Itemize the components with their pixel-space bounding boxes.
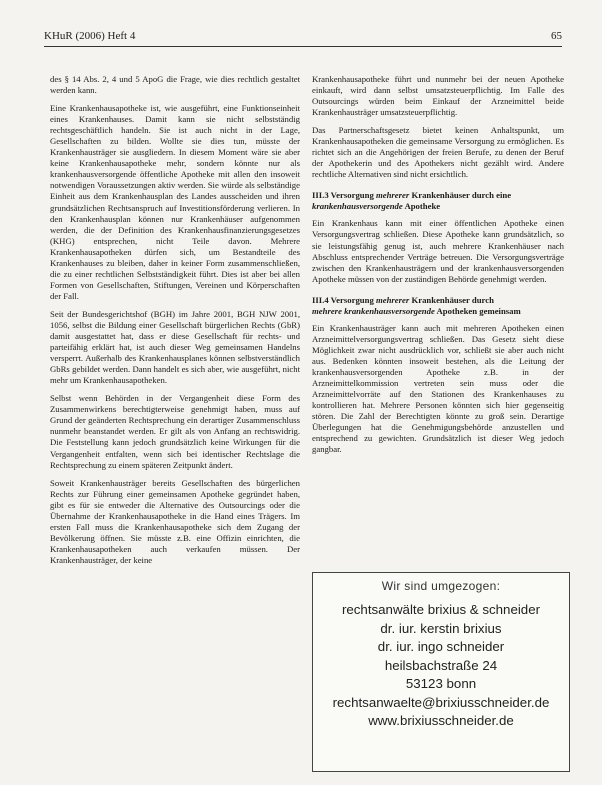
journal-name: KHuR (2006) Heft 4 — [44, 30, 136, 42]
ad-lawyer-name: dr. iur. ingo schneider — [377, 639, 505, 654]
right-column — [312, 74, 564, 462]
ad-lawyer-name: dr. iur. kerstin brixius — [380, 620, 502, 636]
paragraph: Selbst wenn Behörden in der Vergangenheit diese Form des Zusammenwirkens berechtigterweise genehmigt haben, muss auf Grund der geänderten Rechtsprechung ein derartiger Zusammenschluss nunmehr beanstandet werden. Er gilt als von Anfang an rechtswidrig. Die Feststellung kann jedoch grundsätzlich keine Wirkungen für die Vergangenheit entfalten, wenn sich bei identischer Rechtslage die Rechtsprechung zu einem späteren Zeitpunkt ändert. — [50, 393, 300, 470]
running-header — [44, 30, 562, 47]
ad-email-link[interactable]: rechtsanwaelte@brixiusschneider.de — [332, 694, 550, 710]
section-heading-3: III.3 Versorgung mehrerer Krankenhäuser durch eine krankenhausversorgende Apotheke — [312, 190, 512, 212]
paragraph: Krankenhausapotheke führt und nunmehr bei der neuen Apotheke einkauft, wird dann selbst umsatzsteuerpflichtig. Im Falle des Outsourcings würden beim Einkauf der Arzneimittel beide Krankenhausträger umsatzsteuerpflichtig. — [312, 74, 564, 118]
paragraph: Ein Krankenhausträger kann auch mit mehreren Apotheken einen Arzneimittelversorgungsvertrag schließen. Das Gesetz sieht diese Möglichkeit zwar nicht ausdrücklich vor, schließt sie aber auch nicht aus. Bedenken könnten insoweit bestehen, als die Leitung der krankenhausversorgenden Apotheke z.B. in der Arzneimittelkommission vertreten sein muss oder die Arzneimittelvorräte auf den Stationen des Krankenhauses zu kontrollieren hat. Mehrere Personen könnten sich hier gegenseitig stören. Die Zahl der Berechtigten könnte zu groß sein. Derartige Überlegungen hat die Genehmigungsbehörde anzustellen und entsprechend zu gewichten. Grundsätzlich ist dieser Weg jedoch gangbar. — [312, 322, 564, 455]
paragraph: Seit der Bundesgerichtshof (BGH) im Jahre 2001, BGH NJW 2001, 1056, selbst die Bildung einer Gesellschaft bürgerlichen Rechts (GbR) damit ausgestattet hat, dass er diese Gesellschaft für rechts- und parteifähig erklärt hat, ist auch dieser Weg gemeinsamen Handelns versperrt. Außerhalb des Krankenhausplanes können selbstverständlich GbRs gebildet werden. Dann handelt es sich aber, wie ausgeführt, nicht mehr um Krankenhausapotheken. — [50, 308, 300, 386]
paragraph: Ein Krankenhaus kann mit einer öffentlichen Apotheke einen Versorgungsvertrag schließen. Diese Apotheke kann grundsätzlich, so sie leistungsfähig genug ist, auch mehrere Krankenhäuser nach Abschluss entsprechender Verträge betreuen. Die Versorgungsverträge zwischen den Krankenhausträgern und der krankenhausversorgenden Apotheke müssen von der zuständigen Behörde genehmigt werden. — [312, 218, 564, 284]
relocation-ad-box — [312, 572, 570, 772]
paragraph: des § 14 Abs. 2, 4 und 5 ApoG die Frage, wie dies rechtlich gestaltet werden kann. — [50, 74, 300, 96]
ad-title: Wir sind umgezogen: — [381, 579, 501, 593]
ad-firm-name: rechtsanwälte brixius & schneider — [341, 602, 541, 617]
paragraph: Das Partnerschaftsgesetz bietet keinen Anhaltspunkt, um Krankenhausapotheken die gemeinsame Versorgung zu ermöglichen. Es richtet sich an die Angehörigen der freien Berufe, zu denen der Beruf der Apothekerin und des Apothekers nicht gezählt wird. Andere rechtliche Alternativen sind nicht ersichtlich. — [312, 125, 564, 180]
page-number: 65 — [551, 30, 562, 42]
ad-website-link[interactable]: www.brixiusschneider.de — [368, 713, 514, 728]
ad-city: 53123 bonn — [405, 676, 477, 691]
section-heading-4: III.4 Versorgung mehrerer Krankenhäuser durch mehrere krankenhausversorgende Apotheken gemeinsam — [312, 294, 521, 316]
paragraph: Eine Krankenhausapotheke ist, wie ausgeführt, eine Funktionseinheit eines Krankenhauses. Damit kann sie nicht selbstständig rechtsgeschäftlich handeln. Sie ist auch nicht in der Lage, Gesellschaften zu bilden. Wollte sie dies tun, müsste der Krankenhausträger sie ausgliedern. In diesem Moment wäre sie aber keine Krankenhausapotheke mehr, sondern könnte nur als krankenhausversorgende öffentliche Apotheke mit allen den insoweit notwendigen Voraussetzungen aktiv werden. Sie würde als selbständige Einheit aus dem Krankenhausplan des Landes ausscheiden und ihren grundsätzlichen Rechtsanspruch auf Investitionsförderung verlieren. In den Krankenhausplan können nur Krankenhäuser aufgenommen werden, die der Definition des Krankenhausfinanzierungsgesetzes (KHG) entsprechen, nicht Teile davon. Mehrere Krankenhausapotheken dürfen sich, um Bestandteile des Krankenhauses zu bleiben, daher in keiner Form zusammenschließen, die zu einer rechtlichen Selbstständigkeit führt. Dies ist aber bei allen Formen von Gesellschaften, Stiftungen, Vereinen und Körperschaften der Fall. — [50, 103, 300, 301]
paragraph: Soweit Krankenhausträger bereits Gesellschaften des bürgerlichen Rechts zur Führung einer gemeinsamen Apotheke gegründet haben, gibt es für sie entweder die Alternative des Outsourcings oder die Übernahme der Krankenhausapotheke in die Hand eines Trägers. Im ersten Fall muss die Krankenhausapotheke sich dem Zugang der Bevölkerung öffnen. Sie müsste z.B. eine Offizin einrichten, die Krankenhausapotheken auch verkaufen müssen. Der Krankenhausträger, der keine — [50, 477, 300, 565]
left-column — [50, 74, 300, 573]
ad-street: heilsbachstraße 24 — [384, 657, 498, 673]
